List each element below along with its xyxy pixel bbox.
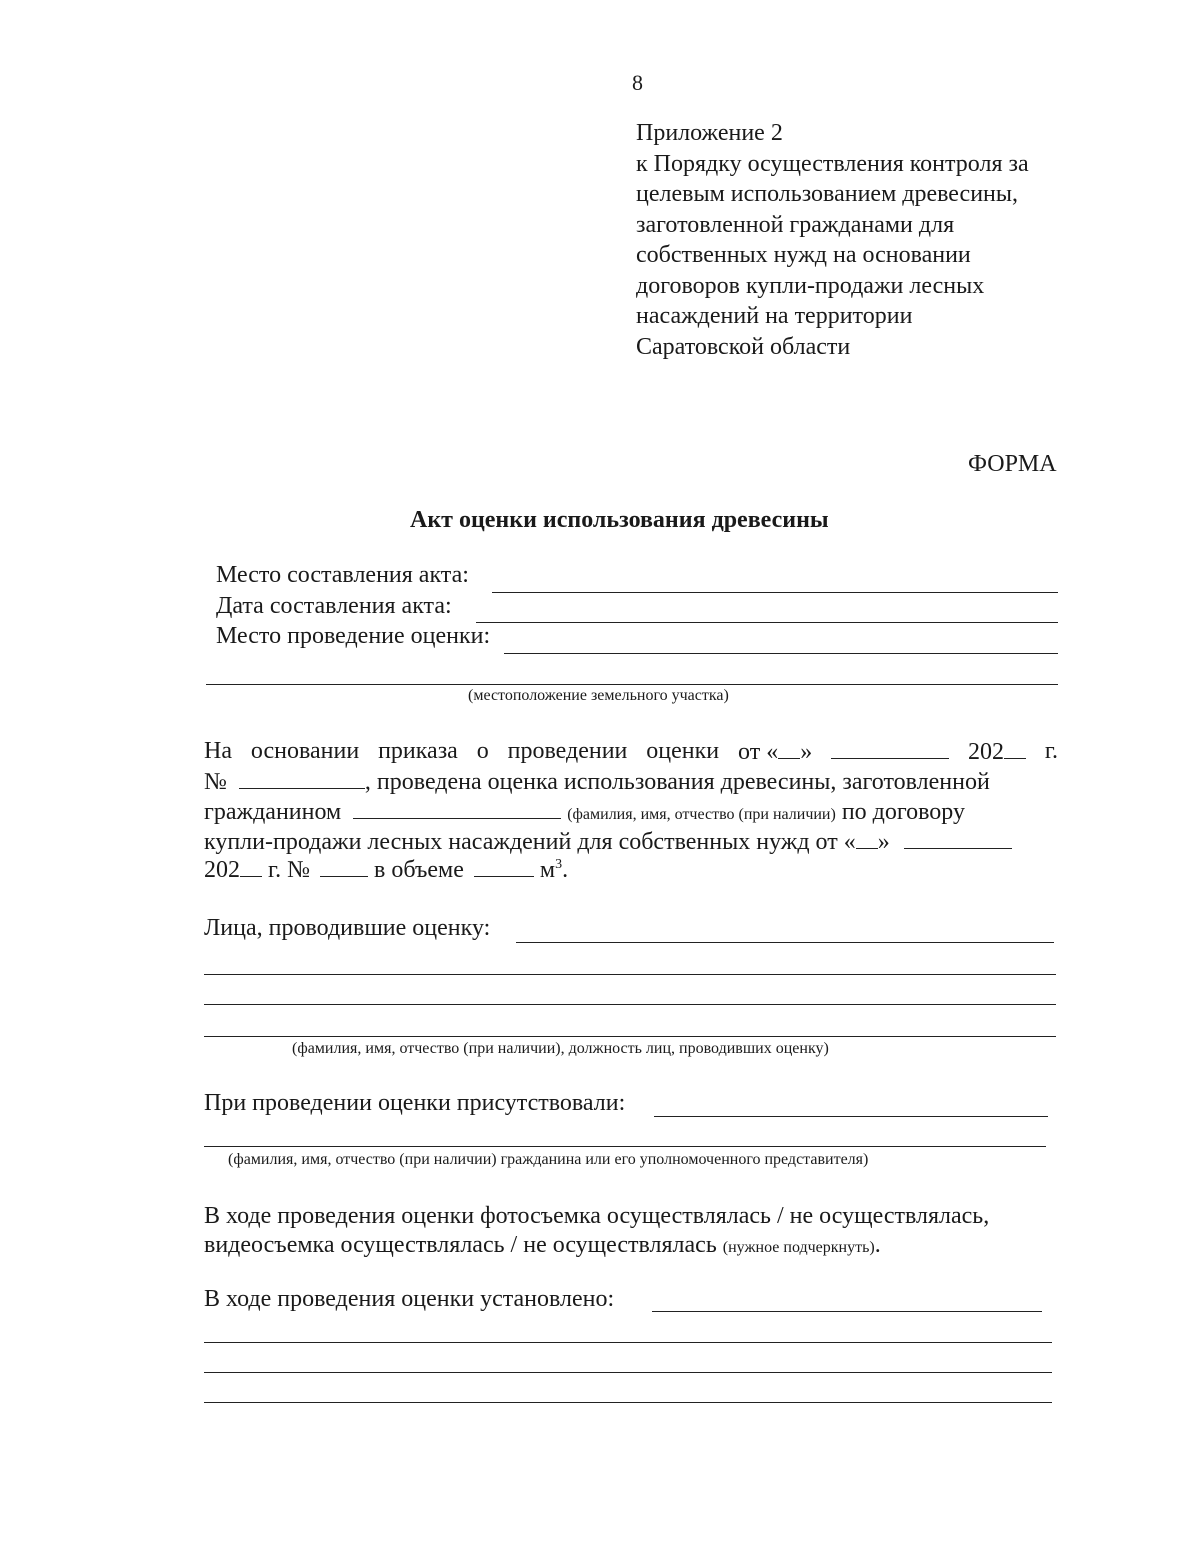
date-label: Дата составления акта: bbox=[216, 593, 452, 619]
order-date-open: от « bbox=[738, 739, 779, 766]
annex-line: насаждений на территории bbox=[636, 303, 913, 329]
form-label: ФОРМА bbox=[968, 451, 1057, 477]
established-field-line[interactable] bbox=[652, 1311, 1042, 1312]
order-year-blank[interactable] bbox=[1004, 739, 1026, 759]
volume-unit-exponent: 3 bbox=[555, 857, 563, 873]
annex-line: к Порядку осуществления контроля за bbox=[636, 150, 1029, 177]
order-number-blank[interactable] bbox=[239, 769, 365, 789]
persons-field-line[interactable] bbox=[516, 942, 1054, 943]
volume-blank[interactable] bbox=[474, 857, 534, 877]
basis-line-2 bbox=[204, 769, 1058, 794]
place-field-line[interactable] bbox=[492, 592, 1058, 593]
persons-field-line-4[interactable] bbox=[204, 1036, 1056, 1037]
basis-word: проведении bbox=[507, 738, 628, 764]
basis-line-5 bbox=[204, 857, 568, 882]
media-video-text: видеосъемка осуществлялась / не осуществлялась bbox=[204, 1232, 717, 1258]
basis-word: оценки bbox=[646, 738, 720, 764]
established-field-line-2[interactable] bbox=[204, 1342, 1052, 1343]
contract-number-blank[interactable] bbox=[320, 857, 368, 877]
basis-word: приказа bbox=[378, 738, 458, 764]
media-line-1: В ходе проведения оценки фотосъемка осуществлялась / не осуществлялась, bbox=[204, 1203, 990, 1229]
place-label: Место составления акта: bbox=[216, 562, 469, 588]
basis-word: На bbox=[204, 738, 232, 764]
basis-word: о bbox=[476, 738, 489, 764]
contract-date-close: » bbox=[877, 829, 890, 856]
basis-word: основании bbox=[250, 738, 360, 764]
contract-day-blank[interactable] bbox=[856, 829, 878, 849]
established-field-line-3[interactable] bbox=[204, 1372, 1052, 1373]
present-field-line[interactable] bbox=[654, 1116, 1048, 1117]
basis-line-1 bbox=[204, 739, 1058, 764]
assessment-place-label: Место проведение оценки: bbox=[216, 623, 491, 649]
period: . bbox=[562, 857, 569, 884]
assessment-place-field-line[interactable] bbox=[504, 653, 1058, 654]
date-field-line[interactable] bbox=[476, 622, 1058, 623]
citizen-name-blank[interactable] bbox=[353, 799, 561, 819]
media-note: (нужное подчеркнуть) bbox=[722, 1239, 875, 1256]
annex-title: Приложение 2 bbox=[636, 120, 783, 146]
act-title: Акт оценки использования древесины bbox=[410, 507, 829, 533]
contract-month-blank[interactable] bbox=[904, 829, 1012, 849]
basis-line-3 bbox=[204, 799, 1058, 824]
order-month-blank[interactable] bbox=[831, 739, 949, 759]
contract-label: по договору bbox=[841, 799, 965, 826]
contract-year-blank[interactable] bbox=[240, 857, 262, 877]
annex-line: договоров купли-продажи лесных bbox=[636, 272, 985, 299]
present-label: При проведении оценки присутствовали: bbox=[204, 1090, 626, 1116]
order-year-suffix: г. bbox=[1044, 738, 1058, 764]
basis-line-4 bbox=[204, 829, 1058, 854]
page-number: 8 bbox=[632, 70, 643, 95]
annex-line: собственных нужд на основании bbox=[636, 242, 971, 268]
annex-line: Саратовской области bbox=[636, 333, 851, 360]
annex-line: заготовленной гражданами для bbox=[636, 211, 955, 238]
conducted-text: , проведена оценка использования древесины, заготовленной bbox=[364, 769, 990, 796]
period: . bbox=[874, 1232, 881, 1258]
contract-year: 202 bbox=[204, 857, 240, 884]
persons-label: Лица, проводившие оценку: bbox=[204, 915, 491, 941]
present-field-line-2[interactable] bbox=[204, 1146, 1046, 1147]
fio-note: (фамилия, имя, отчество (при наличии) bbox=[567, 806, 836, 824]
contract-text: купли-продажи лесных насаждений для собственных нужд от « bbox=[204, 829, 856, 856]
persons-field-line-3[interactable] bbox=[204, 1004, 1056, 1005]
assessment-place-field-line-2[interactable] bbox=[206, 684, 1058, 685]
number-sign: № bbox=[204, 769, 227, 796]
annex-block bbox=[636, 118, 1029, 362]
persons-field-line-2[interactable] bbox=[204, 974, 1056, 975]
citizen-label: гражданином bbox=[204, 799, 342, 826]
location-caption: (местоположение земельного участка) bbox=[468, 687, 729, 704]
media-line-2 bbox=[204, 1233, 881, 1257]
present-caption: (фамилия, имя, отчество (при наличии) гражданина или его уполномоченного представителя) bbox=[228, 1151, 869, 1168]
order-date-close: » bbox=[800, 739, 813, 766]
volume-unit: м bbox=[539, 857, 556, 884]
order-day-blank[interactable] bbox=[778, 739, 800, 759]
volume-label: в объеме bbox=[374, 857, 464, 884]
contract-year-suffix: г. № bbox=[262, 857, 311, 884]
persons-caption: (фамилия, имя, отчество (при наличии), должность лиц, проводивших оценку) bbox=[292, 1040, 829, 1057]
annex-line: целевым использованием древесины, bbox=[636, 181, 1019, 207]
established-field-line-4[interactable] bbox=[204, 1402, 1052, 1403]
established-label: В ходе проведения оценки установлено: bbox=[204, 1286, 615, 1312]
order-year: 202 bbox=[967, 739, 1004, 766]
